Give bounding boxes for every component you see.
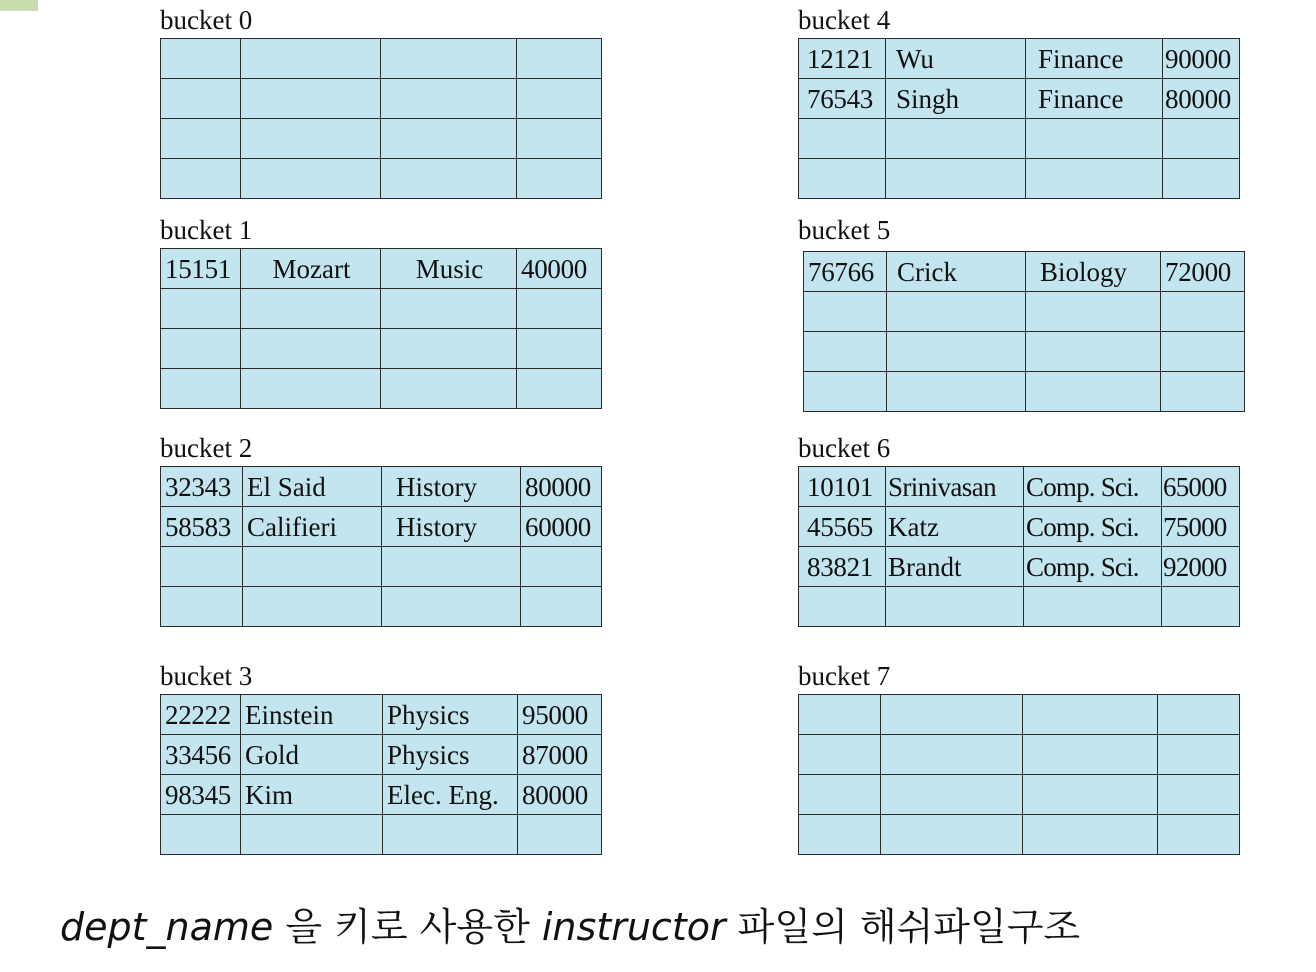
id-cell [161, 289, 241, 329]
name-cell: El Said [243, 467, 382, 507]
table-row [161, 289, 602, 329]
dept-cell [381, 159, 517, 199]
salary-cell: 90000 [1163, 39, 1240, 79]
salary-cell [1158, 735, 1240, 775]
salary-cell [1163, 159, 1240, 199]
dept-cell: History [382, 507, 521, 547]
id-cell [161, 547, 243, 587]
id-cell: 45565 [799, 507, 886, 547]
dept-cell [381, 119, 517, 159]
id-cell [161, 39, 241, 79]
name-cell [887, 372, 1026, 412]
id-cell [804, 292, 887, 332]
table-row [799, 695, 1240, 735]
salary-cell [521, 587, 602, 627]
table-row [799, 775, 1240, 815]
id-cell [161, 79, 241, 119]
dept-cell [382, 547, 521, 587]
id-cell: 22222 [161, 695, 241, 735]
table-row [161, 735, 602, 775]
name-cell [881, 695, 1023, 735]
table-row [161, 329, 602, 369]
name-cell [243, 587, 382, 627]
bucket-label: bucket 0 [160, 5, 253, 35]
caption-key-field: dept_name [60, 905, 274, 949]
name-cell: Einstein [241, 695, 383, 735]
table-row [804, 332, 1245, 372]
name-cell [241, 815, 383, 855]
table-row [799, 39, 1240, 79]
name-cell: Califieri [243, 507, 382, 547]
bucket-table [798, 694, 1240, 855]
salary-cell: 80000 [1163, 79, 1240, 119]
caption-file-name: instructor [541, 905, 726, 949]
id-cell: 83821 [799, 547, 886, 587]
table-row [799, 587, 1240, 627]
id-cell [799, 119, 886, 159]
table-row [161, 79, 602, 119]
dept-cell: Physics [383, 735, 518, 775]
dept-cell [381, 369, 517, 409]
salary-cell [518, 815, 602, 855]
id-cell [799, 695, 881, 735]
id-cell: 76543 [799, 79, 886, 119]
table-row [161, 159, 602, 199]
dept-cell: Physics [383, 695, 518, 735]
salary-cell [517, 119, 602, 159]
name-cell [241, 39, 381, 79]
figure-caption [60, 902, 1300, 952]
bucket-label: bucket 6 [798, 433, 891, 463]
name-cell [886, 159, 1026, 199]
dept-cell [382, 587, 521, 627]
table-row [799, 815, 1240, 855]
name-cell: Singh [886, 79, 1026, 119]
table-row [161, 507, 602, 547]
dept-cell: History [382, 467, 521, 507]
dept-cell [381, 329, 517, 369]
bucket-label: bucket 3 [160, 661, 253, 691]
dept-cell [1023, 695, 1158, 735]
salary-cell [1161, 372, 1245, 412]
bucket-label: bucket 5 [798, 215, 891, 245]
name-cell [241, 369, 381, 409]
id-cell [804, 332, 887, 372]
name-cell [886, 587, 1024, 627]
id-cell: 15151 [161, 249, 241, 289]
id-cell: 98345 [161, 775, 241, 815]
salary-cell [1158, 815, 1240, 855]
name-cell [887, 292, 1026, 332]
name-cell [886, 119, 1026, 159]
salary-cell [517, 79, 602, 119]
id-cell [161, 119, 241, 159]
table-row [799, 735, 1240, 775]
dept-cell: Biology [1026, 252, 1161, 292]
table-row [161, 775, 602, 815]
id-cell [799, 159, 886, 199]
name-cell: Katz [886, 507, 1024, 547]
table-row [804, 292, 1245, 332]
dept-cell [1026, 159, 1163, 199]
table-row [804, 252, 1245, 292]
salary-cell: 80000 [518, 775, 602, 815]
name-cell [881, 775, 1023, 815]
id-cell: 12121 [799, 39, 886, 79]
salary-cell: 60000 [521, 507, 602, 547]
bucket-label: bucket 7 [798, 661, 891, 691]
salary-cell [1158, 695, 1240, 735]
name-cell: Crick [887, 252, 1026, 292]
dept-cell [1026, 119, 1163, 159]
salary-cell: 92000 [1162, 547, 1240, 587]
salary-cell: 75000 [1162, 507, 1240, 547]
name-cell [887, 332, 1026, 372]
dept-cell [1026, 332, 1161, 372]
table-row [161, 587, 602, 627]
table-row [804, 372, 1245, 412]
id-cell [799, 735, 881, 775]
salary-cell: 80000 [521, 467, 602, 507]
name-cell [241, 119, 381, 159]
bucket-table [160, 694, 602, 855]
salary-cell [1161, 332, 1245, 372]
name-cell: Gold [241, 735, 383, 775]
name-cell: Srinivasan [886, 467, 1024, 507]
table-row [161, 695, 602, 735]
dept-cell [381, 79, 517, 119]
dept-cell [1026, 292, 1161, 332]
name-cell [241, 79, 381, 119]
dept-cell [381, 289, 517, 329]
dept-cell [1023, 815, 1158, 855]
bucket-table [798, 466, 1240, 627]
dept-cell [1026, 372, 1161, 412]
name-cell [881, 735, 1023, 775]
salary-cell [517, 39, 602, 79]
id-cell [161, 815, 241, 855]
bucket-label: bucket 1 [160, 215, 253, 245]
salary-cell: 87000 [518, 735, 602, 775]
dept-cell: Finance [1026, 39, 1163, 79]
name-cell [881, 815, 1023, 855]
table-row [161, 39, 602, 79]
dept-cell: Finance [1026, 79, 1163, 119]
name-cell: Kim [241, 775, 383, 815]
dept-cell [383, 815, 518, 855]
table-row [161, 467, 602, 507]
corner-decoration [0, 0, 38, 11]
salary-cell [1158, 775, 1240, 815]
id-cell [804, 372, 887, 412]
caption-text-2: 파일의 해쉬파일구조 [725, 905, 1081, 949]
bucket-table [160, 38, 602, 199]
salary-cell [521, 547, 602, 587]
dept-cell: Music [381, 249, 517, 289]
dept-cell: Elec. Eng. [383, 775, 518, 815]
id-cell [799, 775, 881, 815]
id-cell: 10101 [799, 467, 886, 507]
bucket-label: bucket 4 [798, 5, 891, 35]
table-row [161, 119, 602, 159]
name-cell: Brandt [886, 547, 1024, 587]
name-cell [241, 329, 381, 369]
table-row [161, 547, 602, 587]
name-cell [243, 547, 382, 587]
salary-cell: 40000 [517, 249, 602, 289]
salary-cell: 72000 [1161, 252, 1245, 292]
bucket-table [798, 38, 1240, 199]
salary-cell [517, 159, 602, 199]
name-cell [241, 159, 381, 199]
table-row [799, 119, 1240, 159]
id-cell [161, 587, 243, 627]
id-cell [161, 369, 241, 409]
dept-cell: Comp. Sci. [1024, 507, 1162, 547]
dept-cell [381, 39, 517, 79]
table-row [161, 369, 602, 409]
id-cell [161, 159, 241, 199]
table-row [161, 815, 602, 855]
table-row [799, 547, 1240, 587]
salary-cell [1163, 119, 1240, 159]
id-cell: 32343 [161, 467, 243, 507]
bucket-label: bucket 2 [160, 433, 253, 463]
name-cell: Mozart [241, 249, 381, 289]
salary-cell [517, 369, 602, 409]
salary-cell [1161, 292, 1245, 332]
dept-cell [1023, 735, 1158, 775]
salary-cell [517, 289, 602, 329]
id-cell: 33456 [161, 735, 241, 775]
table-row [799, 467, 1240, 507]
name-cell: Wu [886, 39, 1026, 79]
bucket-table [803, 251, 1245, 412]
salary-cell: 65000 [1162, 467, 1240, 507]
caption-text-1: 을 키로 사용한 [273, 905, 542, 949]
dept-cell [1024, 587, 1162, 627]
dept-cell: Comp. Sci. [1024, 547, 1162, 587]
id-cell [161, 329, 241, 369]
salary-cell [1162, 587, 1240, 627]
table-row [799, 79, 1240, 119]
id-cell [799, 587, 886, 627]
table-row [799, 507, 1240, 547]
salary-cell: 95000 [518, 695, 602, 735]
table-row [161, 249, 602, 289]
name-cell [241, 289, 381, 329]
id-cell [799, 815, 881, 855]
table-row [799, 159, 1240, 199]
dept-cell [1023, 775, 1158, 815]
id-cell: 76766 [804, 252, 887, 292]
bucket-table [160, 248, 602, 409]
id-cell: 58583 [161, 507, 243, 547]
dept-cell: Comp. Sci. [1024, 467, 1162, 507]
salary-cell [517, 329, 602, 369]
bucket-table [160, 466, 602, 627]
